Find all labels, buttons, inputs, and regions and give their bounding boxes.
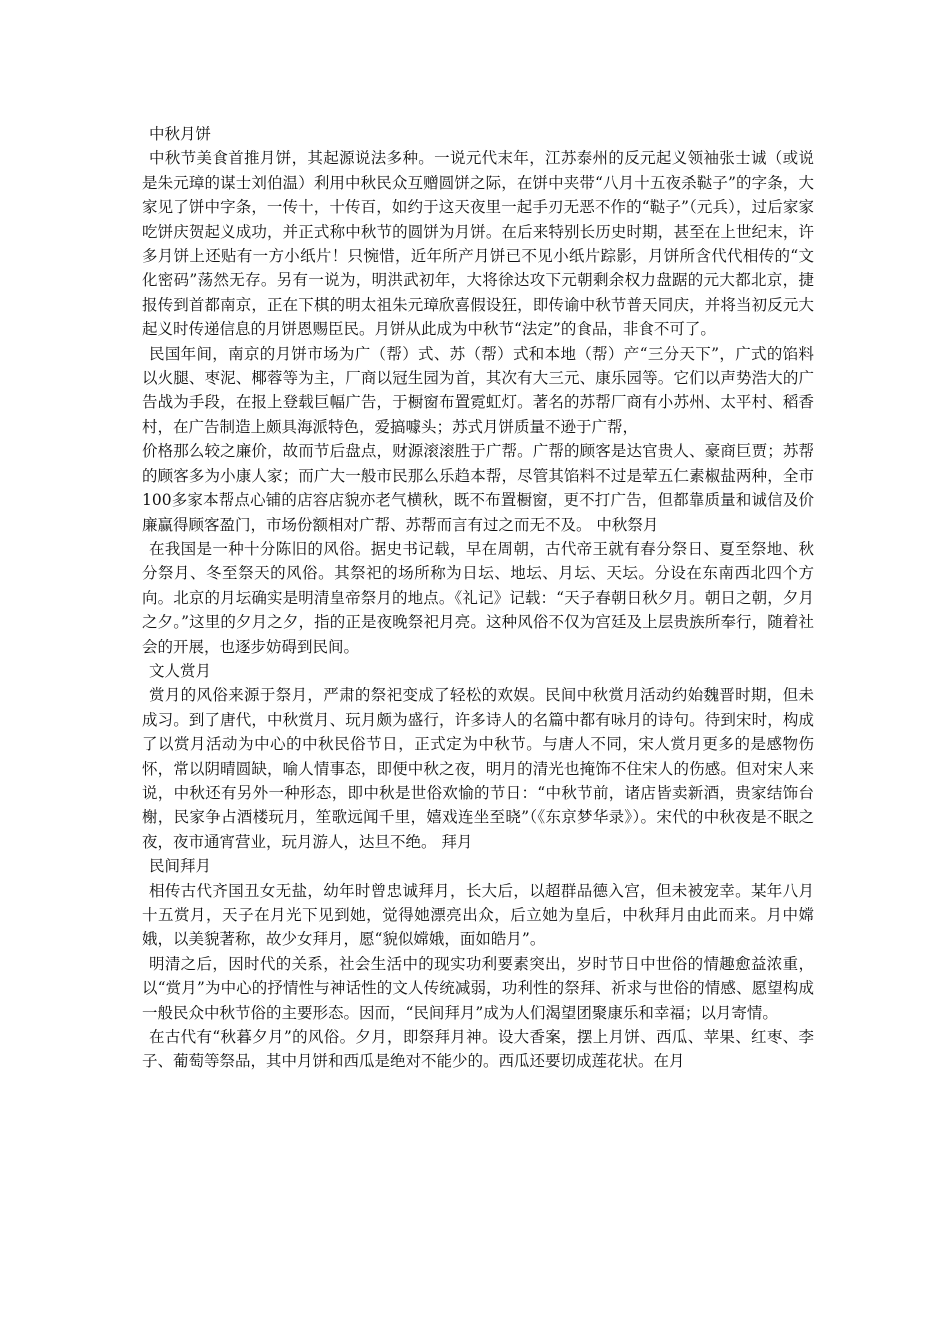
section-heading-literati: 文人赏月 <box>149 661 212 680</box>
document-body <box>142 122 814 1074</box>
paragraph-moon-viewing: 赏月的风俗来源于祭月，严肃的祭祀变成了轻松的欢娱。民间中秋赏月活动约始魏晋时期，但未成习。到了唐代，中秋赏月、玩月颇为盛行，许多诗人的名篇中都有咏月的诗句。待到宋时，构成了以赏月活动为中心的中秋民俗节日，正式定为中秋节。与唐人不同，宋人赏月更多的是感物伤怀，常以阴晴圆缺，喻人情事态，即便中秋之夜，明月的清光也掩饰不住宋人的伤感。但对宋人来说，中秋还有另外一种形态，即中秋是世俗欢愉的节日：“中秋节前，诸店皆卖新酒，贵家结饰台榭，民家争占酒楼玩月，笙歌远闻千里，嬉戏连坐至晓”（《东京梦华录》）。宋代的中秋夜是不眠之夜，夜市通宵营业，玩月游人，达旦不绝。 拜月 <box>142 686 814 851</box>
document-title: 中秋月饼 <box>149 125 212 143</box>
paragraph-ming-qing: 明清之后，因时代的关系，社会生活中的现实功利要素突出，岁时节日中世俗的情趣愈益浓重，以“赏月”为中心的抒情性与神话性的文人传统减弱，功利性的祭拜、祈求与世俗的情感、愿望构成一般民众中秋节俗的主要形态。因而，“民间拜月”成为人们渴望团聚康乐和幸福；以月寄情。 <box>142 954 814 1022</box>
paragraph-mooncake-origin: 中秋节美食首推月饼，其起源说法多种。一说元代末年，江苏泰州的反元起义领袖张士诚（或说是朱元璋的谋士刘伯温）利用中秋民众互赠圆饼之际，在饼中夹带“八月十五夜杀鞑子”的字条，大家见了饼中字条，一传十，十传百，如约于这天夜里一起手刃无恶不作的“鞑子”（元兵），过后家家吃饼庆贺起义成功，并正式称中秋节的圆饼为月饼。在后来特别长历史时期，甚至在上世纪末，许多月饼上还贴有一方小纸片！只惋惜，近年所产月饼已不见小纸片踪影，月饼所含代代相传的“文化密码”荡然无存。另有一说为，明洪武初年，大将徐达攻下元朝剩余权力盘踞的元大都北京，捷报传到首都南京，正在下棋的明太祖朱元璋欣喜假设狂，即传谕中秋节普天同庆，并将当初反元大起义时传递信息的月饼恩赐臣民。月饼从此成为中秋节“法定”的食品，非食不可了。 <box>142 149 814 339</box>
section-heading-folk: 民间拜月 <box>149 857 212 876</box>
paragraph-wuyan-legend: 相传古代齐国丑女无盐，幼年时曾忠诚拜月，长大后，以超群品德入宫，但未被宠幸。某年八月十五赏月，天子在月光下见到她，觉得她漂亮出众，后立她为皇后，中秋拜月由此而来。月中嫦娥，以美貌著称，故少女拜月，愿“貌似嫦娥，面如皓月”。 <box>142 881 814 949</box>
paragraph-autumn-evening: 在古代有“秋暮夕月”的风俗。夕月，即祭拜月神。设大香案，摆上月饼、西瓜、苹果、红枣、李子、葡萄等祭品，其中月饼和西瓜是绝对不能少的。西瓜还要切成莲花状。在月 <box>142 1028 814 1071</box>
paragraph-nanjing-market: 民国年间，南京的月饼市场为广（帮）式、苏（帮）式和本地（帮）产“三分天下”，广式的馅料以火腿、枣泥、椰蓉等为主，厂商以冠生园为首，其次有大三元、康乐园等。它们以声势浩大的广告战为手段，在报上登载巨幅广告，于橱窗布置霓虹灯。著名的苏帮厂商有小苏州、太平村、稻香村，在广告制造上颇具海派特色，爱搞噱头；苏式月饼质量不逊于广帮， <box>142 344 814 436</box>
paragraph-moon-worship-history: 在我国是一种十分陈旧的风俗。据史书记载，早在周朝，古代帝王就有春分祭日、夏至祭地、秋分祭月、冬至祭天的风俗。其祭祀的场所称为日坛、地坛、月坛、天坛。分设在东南西北四个方向。北京的月坛确实是明清皇帝祭月的地点。《礼记》记载：“天子春朝日秋夕月。朝日之朝，夕月之夕。”这里的夕月之夕，指的正是夜晚祭祀月亮。这种风俗不仅为宫廷及上层贵族所奉行，随着社会的开展，也逐步妨碍到民间。 <box>142 539 814 656</box>
paragraph-nanjing-market-cont: 价格那么较之廉价，故而节后盘点，财源滚滚胜于广帮。广帮的顾客是达官贵人、豪商巨贾；苏帮的顾客多为小康人家；而广大一般市民那么乐趋本帮，尽管其馅料不过是荤五仁素椒盐两种，全市100多家本帮点心铺的店容店貌亦老气横秋，既不布置橱窗，更不打广告，但都靠质量和诚信及价廉赢得顾客盈门，市场份额相对广帮、苏帮而言有过之而无不及。 中秋祭月 <box>142 442 814 534</box>
